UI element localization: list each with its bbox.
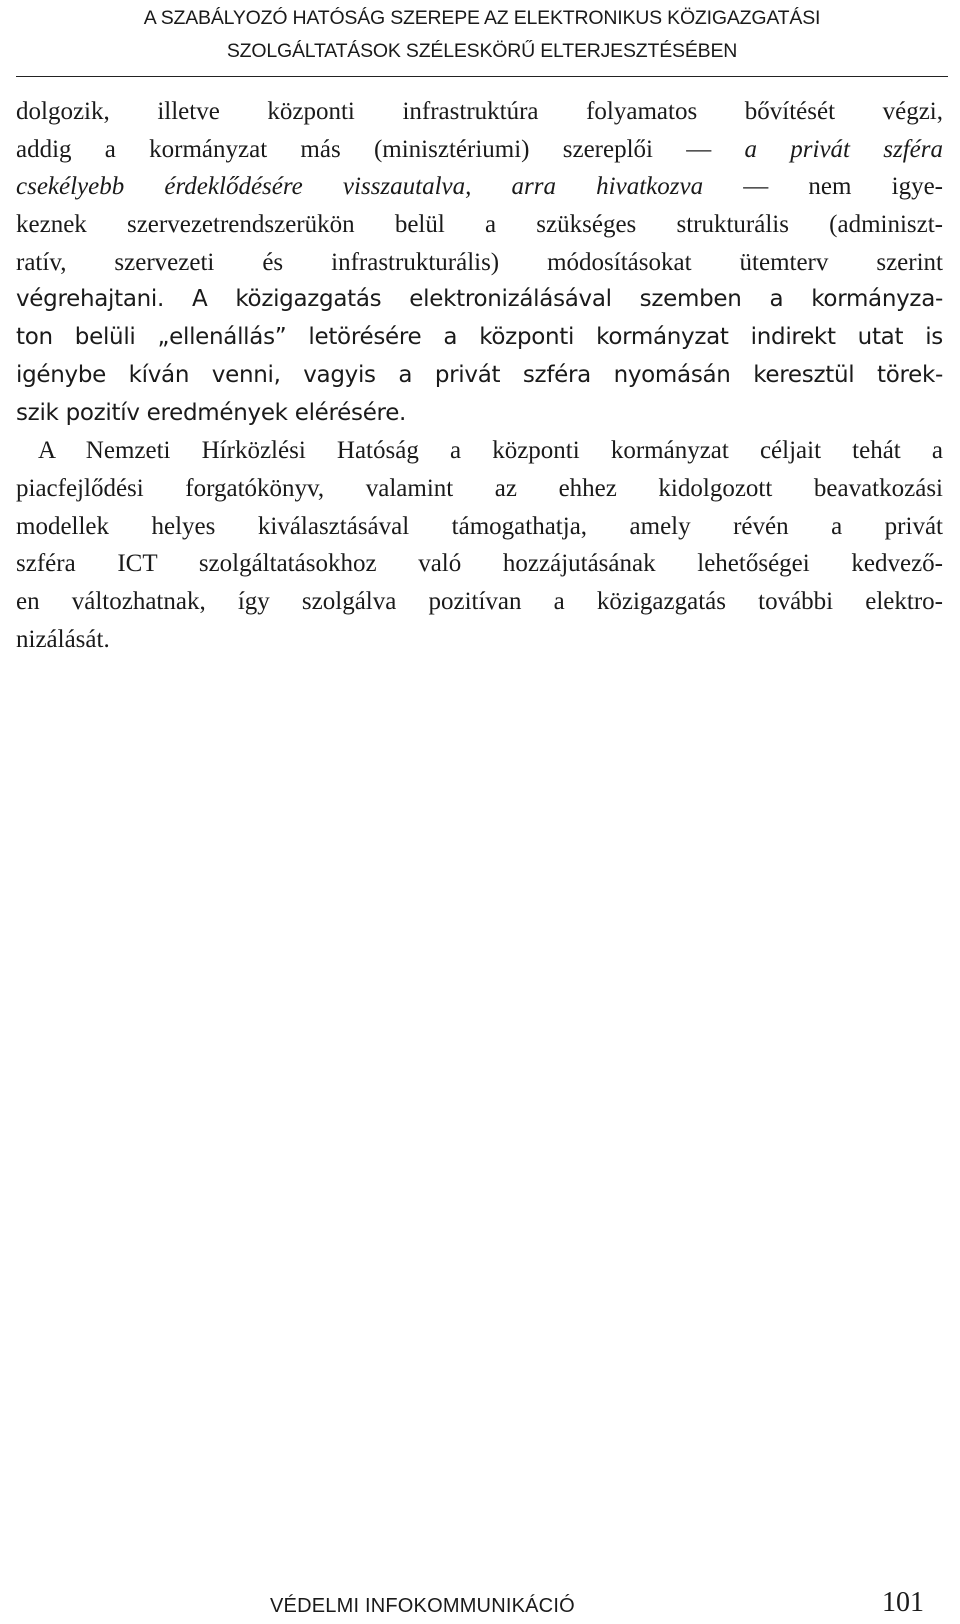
italic-text-run: a privát szféra (744, 135, 943, 163)
text-line (16, 395, 943, 433)
running-header-line-1: A SZABÁLYOZÓ HATÓSÁG SZEREPE AZ ELEKTRONIKUS KÖZIGAZGATÁSI (143, 7, 821, 29)
text-line (16, 281, 943, 319)
running-footer-title: VÉDELMI INFOKOMMUNIKÁCIÓ (270, 1595, 575, 1617)
text-line (16, 93, 943, 131)
text-run: modellek helyes kiválasztásával támogathatja, amely révén a privát (16, 512, 943, 540)
text-run: keznek szervezetrendszerükön belül a szükséges strukturális (adminiszt- (16, 211, 943, 239)
text-line (16, 621, 943, 659)
text-run: ratív, szervezeti és infrastrukturális) módosításokat ütemterv szerint (16, 248, 943, 276)
text-line (16, 206, 943, 244)
page-number: 101 (882, 1587, 924, 1618)
text-line (16, 244, 943, 282)
text-line (16, 470, 943, 508)
text-line (16, 168, 943, 206)
text-run: A közigazgatás elektronizálásával szemben a kormányza- (164, 286, 943, 313)
text-line (16, 583, 943, 621)
running-header-line-2: SZOLGÁLTATÁSOK SZÉLESKÖRŰ ELTERJESZTÉSÉBEN (226, 40, 738, 62)
text-run: végrehajtani. (16, 286, 165, 313)
text-run: — nem igye- (703, 173, 943, 201)
text-line (16, 357, 943, 395)
text-run: piacfejlődési forgatókönyv, valamint az ehhez kidolgozott beavatkozási (16, 474, 943, 502)
body-text (16, 93, 943, 658)
paragraph-2 (16, 432, 943, 658)
text-run: A Nemzeti Hírközlési Hatóság a központi kormányzat céljait tehát a (38, 437, 943, 465)
header-divider (16, 76, 948, 77)
text-line (16, 545, 943, 583)
text-run: szféra ICT szolgáltatásokhoz való hozzájutásának lehetőségei kedvező- (16, 550, 943, 578)
text-run: dolgozik, illetve központi infrastruktúra folyamatos bővítését végzi, (16, 98, 943, 125)
text-line (16, 319, 943, 357)
text-run: igénybe kíván venni, vagyis a privát szféra nyomásán keresztül törek- (16, 361, 943, 388)
text-run: nizálását. (16, 625, 110, 653)
text-run: ton belüli „ellenállás” letörésére a központi kormányzat indirekt utat is (16, 324, 943, 351)
italic-text-run: csekélyebb érdeklődésére visszautalva, arra hivatkozva (16, 173, 704, 201)
text-run: addig a kormányzat más (minisztériumi) szereplői — (16, 135, 745, 163)
text-run: szik pozitív eredmények elérésére. (16, 399, 407, 426)
text-line (16, 508, 943, 546)
paragraph-1 (16, 93, 943, 432)
running-header (16, 2, 948, 68)
text-line (16, 432, 943, 470)
text-run: en változhatnak, így szolgálva pozitívan a közigazgatás további elektro- (16, 587, 943, 615)
text-line (16, 131, 943, 169)
